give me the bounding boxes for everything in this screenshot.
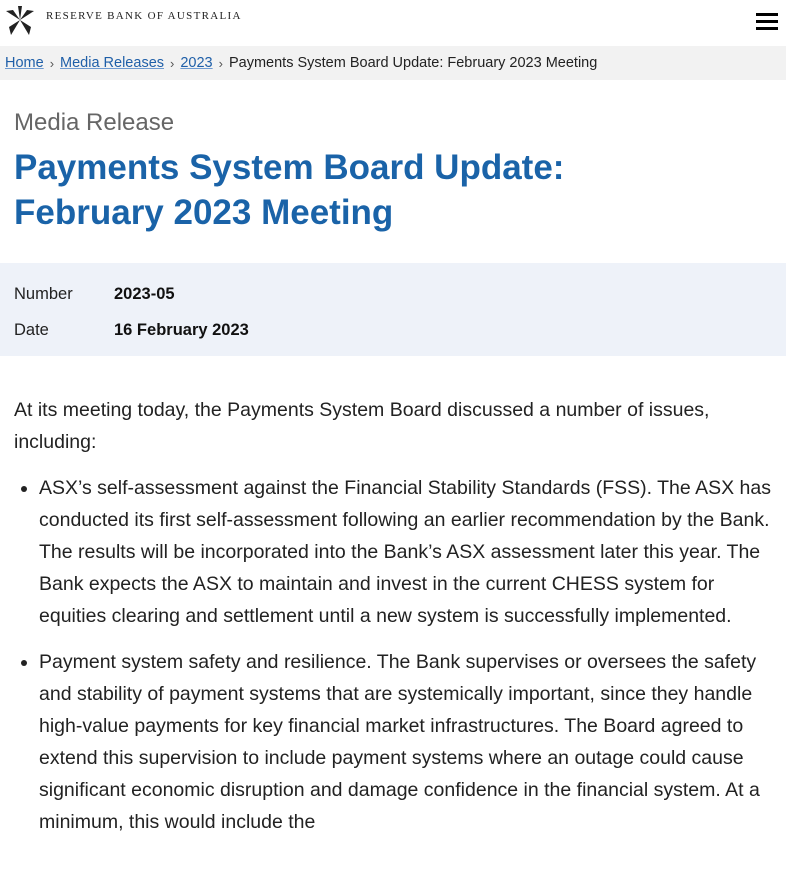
intro-paragraph: At its meeting today, the Payments System Board discussed a number of issues, including: xyxy=(14,399,710,453)
breadcrumb-media-releases[interactable]: Media Releases xyxy=(60,55,165,71)
article-body xyxy=(14,395,772,838)
page-kicker: Media Release xyxy=(14,109,175,136)
breadcrumb-separator: › xyxy=(170,55,175,71)
breadcrumb-separator: › xyxy=(49,55,55,71)
list-item: • Payment system safety and resilience. The Bank supervises or oversees the safety and stability of payment systems that are systemically important, since they handle high-value payments for key financial market infrastructures. The Board agreed to extend this supervision to include payment systems where an outage could cause significant economic disruption and damage confidence in the financial system. At a minimum, this would include the xyxy=(39,646,772,838)
page-title xyxy=(14,145,786,235)
release-meta xyxy=(0,263,786,356)
rba-emblem-icon xyxy=(4,5,36,37)
title-line-2: February 2023 Meeting xyxy=(14,193,394,232)
title-line-1: Payments System Board Update: xyxy=(14,148,565,187)
breadcrumb-2023[interactable]: 2023 xyxy=(180,55,213,71)
breadcrumb-home[interactable]: Home xyxy=(5,55,44,71)
breadcrumb-current: Payments System Board Update: February 2023 Meeting xyxy=(228,55,598,71)
breadcrumb-separator: › xyxy=(218,55,223,71)
list-item: • ASX’s self-assessment against the Financial Stability Standards (FSS). The ASX has conducted its first self-assessment following an earlier recommendation by the Bank. The results will be incorporated into the Bank’s ASX assessment later this year. The Bank expects the ASX to maintain and invest in the current CHESS system for equities clearing and settlement until a new system is successfully implemented. xyxy=(39,472,772,632)
site-header xyxy=(0,0,786,46)
meta-number-row xyxy=(14,283,786,305)
hamburger-icon xyxy=(756,13,778,16)
date-value: 16 February 2023 xyxy=(114,321,249,339)
logo-text: RESERVE BANK OF AUSTRALIA xyxy=(46,10,242,22)
number-value: 2023-05 xyxy=(114,285,175,303)
date-label: Date xyxy=(14,321,49,339)
issues-list xyxy=(14,472,772,838)
menu-button[interactable] xyxy=(756,13,778,31)
breadcrumb xyxy=(0,46,786,80)
meta-date-row xyxy=(14,319,786,341)
number-label: Number xyxy=(14,285,73,303)
rba-logo[interactable] xyxy=(4,5,242,37)
